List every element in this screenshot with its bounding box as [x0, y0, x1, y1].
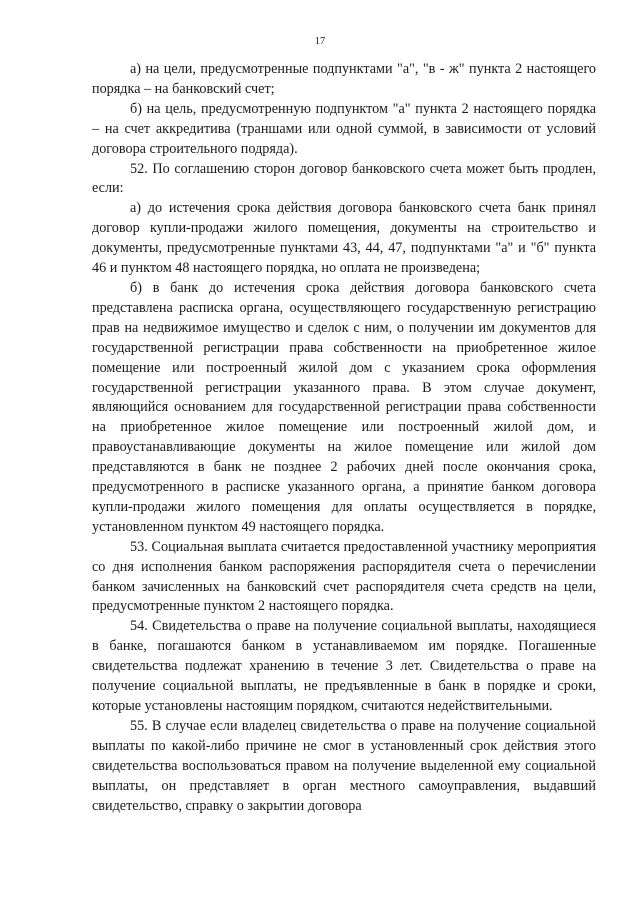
- paragraph-55: 55. В случае если владелец свидетельства о праве на получение социальной выплаты по какой-либо причине не смог в установленный срок действия этого свидетельства воспользоваться правом на получение выделенной ему социальной выплаты, он представляет в орган местного самоуправления, выдавший свидетельство, справку о закрытии договора: [92, 717, 596, 814]
- paragraph-54: 54. Свидетельства о праве на получение социальной выплаты, находящиеся в банке, погашаются банком в устанавливаемом им порядке. Погашенные свидетельства подлежат хранению в течение 3 лет. Свидетельства о праве на получение социальной выплаты, не предъявленные в банк в порядке и сроки, которые установлены настоящим порядком, считаются недействительными.: [92, 618, 596, 714]
- paragraph-52: 52. По соглашению сторон договор банковского счета может быть продлен, если:: [92, 160, 596, 197]
- paragraph-51-b: б) на цель, предусмотренную подпунктом "а" пункта 2 настоящего порядка – на счет аккредитива (траншами или одной суммой, в зависимости от условий договора строительного подряда).: [92, 100, 596, 157]
- document-body: [92, 60, 596, 816]
- paragraph-51-a: а) на цели, предусмотренные подпунктами "а", "в - ж" пункта 2 настоящего порядка – на банковский счет;: [92, 61, 596, 97]
- paragraph-53: 53. Социальная выплата считается предоставленной участнику мероприятия со дня исполнения банком распоряжения распорядителя счета о перечислении банком зачисленных на банковский счет распорядителя счета средств на цели, предусмотренные пунктом 2 настоящего порядка.: [92, 538, 596, 615]
- page-number: 17: [314, 36, 326, 47]
- paragraph-52-b: б) в банк до истечения срока действия договора банковского счета представлена расписка органа, осуществляющего государственную регистрацию прав на недвижимое имущество и сделок с ним, о получении им документов для государственной регистрации права собственности на приобретенное жилое помещение или построенный жилой дом с указанием срока оформления государственной регистрации указанного права. В этом случае документ, являющийся основанием для государственной регистрации права собственности на приобретенное жилое помещение или построенный жилой дом, и правоустанавливающие документы на жилое помещение или жилой дом представляются в банк не позднее 2 рабочих дней после окончания срока, предусмотренного в расписке указанного органа, а принятие банком договора купли-продажи жилого помещения для оплаты осуществляется в порядке, установленном пунктом 49 настоящего порядка.: [92, 279, 596, 535]
- paragraph-52-a: а) до истечения срока действия договора банковского счета банк принял договор купли-продажи жилого помещения, документы на строительство и документы, предусмотренные пунктами 43, 44, 47, подпунктами "а" и "б" пункта 46 и пунктом 48 настоящего порядка, но оплата не произведена;: [92, 200, 596, 277]
